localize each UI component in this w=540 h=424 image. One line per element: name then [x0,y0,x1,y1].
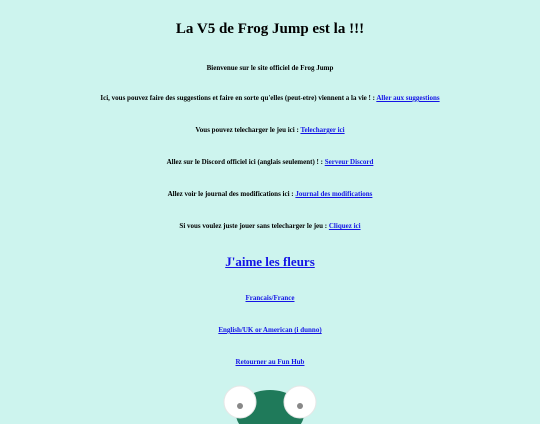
suggestions-link[interactable]: Aller aux suggestions [376,94,440,102]
frog-image [218,384,322,424]
lang-fr-line [0,294,540,302]
lang-fr-link[interactable]: Francais/France [245,294,295,302]
discord-text: Allez sur le Discord officiel ici (anglais seulement) ! : [166,158,323,166]
play-link[interactable]: Cliquez ici [328,222,361,230]
changelog-link[interactable]: Journal des modifications [295,190,373,198]
download-line [0,126,540,134]
welcome-text: Bienvenue sur le site officiel de Frog Jump [206,64,334,72]
play-text: Si vous voulez juste jouer sans telecharger le jeu : [179,222,328,230]
back-line [0,358,540,366]
flowers-link[interactable]: J'aime les fleurs [225,254,315,269]
suggestions-text: Ici, vous pouvez faire des suggestions et faire en sorte qu'elles (peut-etre) viennent a la vie ! : [100,94,375,102]
lang-en-link[interactable]: English/UK or American (i dunno) [218,326,322,334]
changelog-line [0,190,540,198]
flowers-line [0,254,540,270]
play-line [0,222,540,230]
download-text: Vous pouvez telecharger le jeu ici : [195,126,299,134]
changelog-text: Allez voir le journal des modifications ici : [167,190,294,198]
discord-link[interactable]: Serveur Discord [324,158,374,166]
download-link[interactable]: Telecharger ici [300,126,345,134]
suggestions-line [0,94,540,102]
back-link[interactable]: Retourner au Fun Hub [235,358,305,366]
page-title: La V5 de Frog Jump est la !!! [175,21,365,37]
discord-line [0,158,540,166]
lang-en-line [0,326,540,334]
